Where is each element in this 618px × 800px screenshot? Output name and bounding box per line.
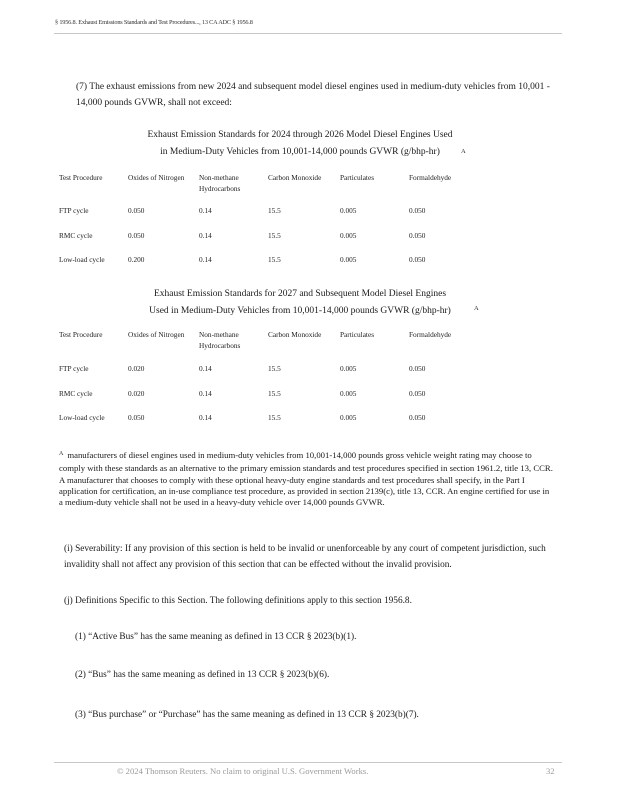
table2-header-test-procedure: Test Procedure bbox=[59, 330, 103, 339]
table2-header-particulates: Particulates bbox=[340, 330, 375, 339]
table1-cell-oxides-of-nitrogen: 0.200 bbox=[128, 255, 145, 264]
header-divider bbox=[54, 33, 562, 34]
table-footnote bbox=[59, 450, 554, 508]
table1-cell-particulates: 0.005 bbox=[340, 255, 357, 264]
definition-active-bus: (1) “Active Bus” has the same meaning as defined in 13 CCR § 2023(b)(1). bbox=[75, 632, 357, 642]
table1-header-formaldehyde: Formaldehyde bbox=[409, 173, 452, 182]
table2-title bbox=[60, 286, 540, 320]
table1-cell-test-procedure: FTP cycle bbox=[59, 206, 89, 215]
table2-title-line1: Exhaust Emission Standards for 2027 and Subsequent Model Diesel Engines bbox=[153, 289, 447, 299]
footer-divider bbox=[54, 762, 562, 763]
table2-cell-formaldehyde: 0.050 bbox=[409, 389, 426, 398]
table1-title-line2: in Medium-Duty Vehicles from 10,001-14,000 pounds GVWR (g/bhp-hr) bbox=[160, 147, 440, 157]
table1-header-test-procedure: Test Procedure bbox=[59, 173, 103, 182]
severability-paragraph: (i) Severability: If any provision of this section is held to be invalid or unenforceable by any court of competent jurisdiction, such invalidity shall not affect any provision of this section that can be effected without the invalid provision. bbox=[64, 544, 546, 570]
table2-cell-carbon-monoxide: 15.5 bbox=[268, 413, 281, 422]
table2-cell-particulates: 0.005 bbox=[340, 389, 357, 398]
table2-cell-formaldehyde: 0.050 bbox=[409, 413, 426, 422]
table2-cell-formaldehyde: 0.050 bbox=[409, 364, 426, 373]
table1-cell-carbon-monoxide: 15.5 bbox=[268, 255, 281, 264]
page-number: 32 bbox=[546, 766, 555, 776]
table1-cell-non-methane-hydrocarbons: 0.14 bbox=[199, 255, 212, 264]
table1-cell-particulates: 0.005 bbox=[340, 231, 357, 240]
table1-cell-carbon-monoxide: 15.5 bbox=[268, 206, 281, 215]
table2-header-non-methane-hydrocarbons: Non-methane Hydrocarbons bbox=[199, 330, 241, 350]
table1-cell-oxides-of-nitrogen: 0.050 bbox=[128, 231, 145, 240]
table1-cell-non-methane-hydrocarbons: 0.14 bbox=[199, 231, 212, 240]
table1-cell-formaldehyde: 0.050 bbox=[409, 206, 426, 215]
table2-title-line2: Used in Medium-Duty Vehicles from 10,001-14,000 pounds GVWR (g/bhp-hr) bbox=[149, 306, 451, 316]
table2-cell-non-methane-hydrocarbons: 0.14 bbox=[199, 364, 212, 373]
table1-cell-particulates: 0.005 bbox=[340, 206, 357, 215]
table1-cell-non-methane-hydrocarbons: 0.14 bbox=[199, 206, 212, 215]
footnote-text: manufacturers of diesel engines used in medium-duty vehicles from 10,001-14,000 pounds gross vehicle weight rating may choose to comply with these standards as an alternative to the primary emission standards and test procedures specified in section 1961.2, title 13, CCR. A manufacturer that chooses to comply with these optional heavy-duty engine standards and test procedures shall specify, in the Part I application for certification, an in-use compliance test procedure, as provided in section 2139(c), title 13, CCR. An engine certified for use in a medium-duty vehicle shall not be used in a heavy-duty vehicle over 14,000 pounds GVWR. bbox=[59, 450, 553, 508]
table2-header-formaldehyde: Formaldehyde bbox=[409, 330, 452, 339]
table2-cell-oxides-of-nitrogen: 0.050 bbox=[128, 413, 145, 422]
table1-cell-carbon-monoxide: 15.5 bbox=[268, 231, 281, 240]
table2-cell-test-procedure: RMC cycle bbox=[59, 389, 93, 398]
footer-copyright: © 2024 Thomson Reuters. No claim to original U.S. Government Works. bbox=[117, 766, 369, 776]
table1-footnote-marker: A bbox=[461, 148, 466, 155]
table2-cell-test-procedure: Low-load cycle bbox=[59, 413, 105, 422]
table1-title bbox=[60, 127, 540, 161]
table2-cell-test-procedure: FTP cycle bbox=[59, 364, 89, 373]
table2-header-carbon-monoxide: Carbon Monoxide bbox=[268, 330, 322, 339]
definition-bus-purchase: (3) “Bus purchase” or “Purchase” has the same meaning as defined in 13 CCR § 2023(b)(7). bbox=[75, 710, 419, 720]
table1-cell-oxides-of-nitrogen: 0.050 bbox=[128, 206, 145, 215]
table1-cell-test-procedure: RMC cycle bbox=[59, 231, 93, 240]
table1-cell-formaldehyde: 0.050 bbox=[409, 255, 426, 264]
definition-bus: (2) “Bus” has the same meaning as defined in 13 CCR § 2023(b)(6). bbox=[75, 670, 330, 680]
definitions-paragraph: (j) Definitions Specific to this Section. The following definitions apply to this section 1956.8. bbox=[64, 596, 412, 606]
table1-header-non-methane-hydrocarbons: Non-methane Hydrocarbons bbox=[199, 173, 241, 193]
table1-header-oxides-of-nitrogen: Oxides of Nitrogen bbox=[128, 173, 185, 182]
table1-title-line1: Exhaust Emission Standards for 2024 through 2026 Model Diesel Engines Used bbox=[147, 130, 453, 140]
table1-header-carbon-monoxide: Carbon Monoxide bbox=[268, 173, 322, 182]
table2-cell-particulates: 0.005 bbox=[340, 413, 357, 422]
table2-footnote-marker: A bbox=[474, 305, 479, 312]
table2-cell-oxides-of-nitrogen: 0.020 bbox=[128, 364, 145, 373]
table2-header-oxides-of-nitrogen: Oxides of Nitrogen bbox=[128, 330, 185, 339]
intro-paragraph: (7) The exhaust emissions from new 2024 and subsequent model diesel engines used in medium-duty vehicles from 10,001 - 14,000 pounds GVWR, shall not exceed: bbox=[76, 82, 550, 108]
table1-header-particulates: Particulates bbox=[340, 173, 375, 182]
table2-cell-carbon-monoxide: 15.5 bbox=[268, 389, 281, 398]
table2-cell-non-methane-hydrocarbons: 0.14 bbox=[199, 413, 212, 422]
table2-cell-particulates: 0.005 bbox=[340, 364, 357, 373]
running-header: § 1956.8. Exhaust Emissions Standards and Test Procedures..., 13 CA ADC § 1956.8 bbox=[55, 19, 253, 26]
table1-cell-test-procedure: Low-load cycle bbox=[59, 255, 105, 264]
table2-cell-oxides-of-nitrogen: 0.020 bbox=[128, 389, 145, 398]
footnote-marker: A bbox=[59, 451, 64, 457]
table1-cell-formaldehyde: 0.050 bbox=[409, 231, 426, 240]
table2-cell-non-methane-hydrocarbons: 0.14 bbox=[199, 389, 212, 398]
table2-cell-carbon-monoxide: 15.5 bbox=[268, 364, 281, 373]
